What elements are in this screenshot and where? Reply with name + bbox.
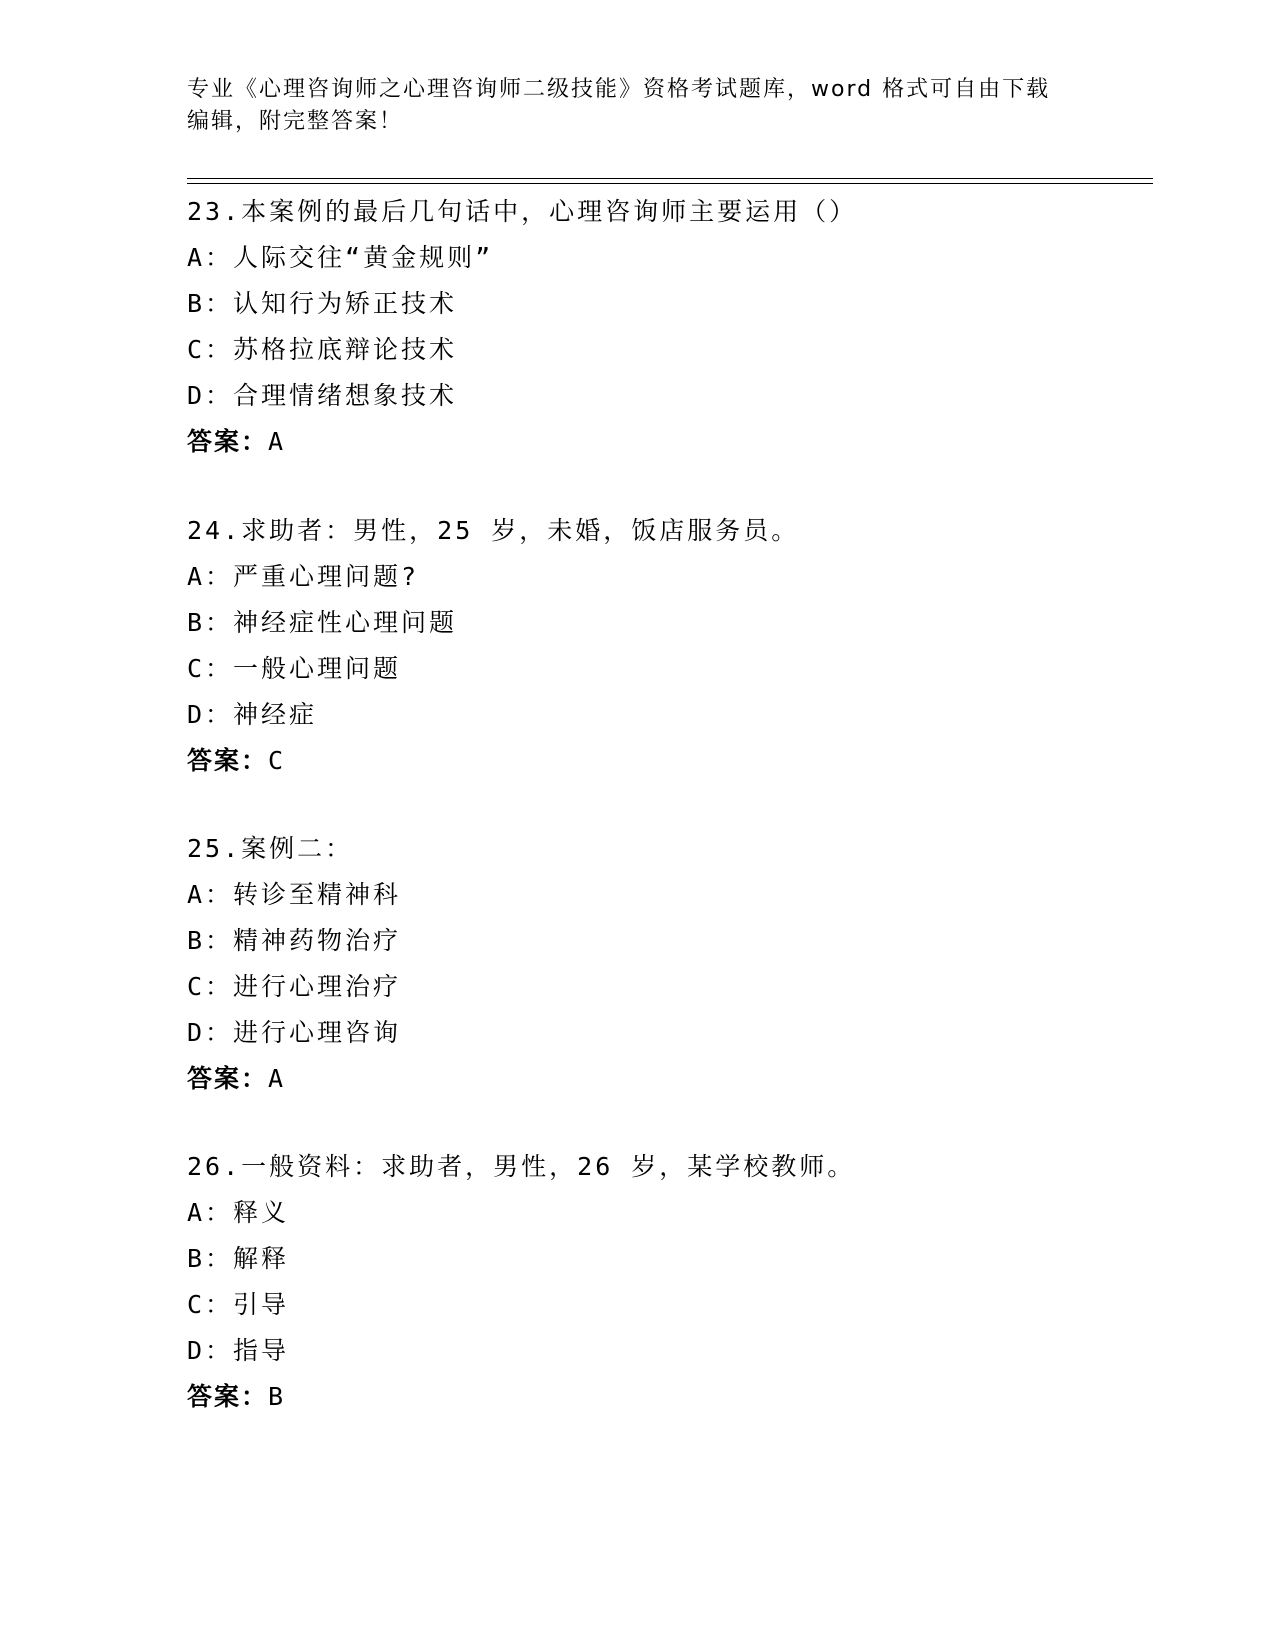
answer-value: C [268,746,286,775]
option-b: B：神经症性心理问题 [187,608,458,637]
question-block [187,197,1153,473]
answer-line [187,1382,1153,1428]
option-c: C：一般心理问题 [187,654,402,683]
header-line-1: 专业《心理咨询师之心理咨询师二级技能》资格考试题库，word 格式可自由下载 [187,77,1051,102]
question-block [187,834,1153,1110]
option-a: A：严重心理问题? [187,562,420,591]
option-a: A：释义 [187,1198,290,1227]
option-b: B：认知行为矫正技术 [187,289,458,318]
question-stem: 26.一般资料：求助者，男性，26 岁，某学校教师。 [187,1152,856,1181]
document-header [187,74,1087,138]
answer-value: B [268,1382,286,1411]
option-d: D：合理情绪想象技术 [187,381,458,410]
header-line-2: 编辑，附完整答案！ [187,109,404,134]
answer-label: 答案： [187,1064,269,1093]
answer-label: 答案： [187,1382,269,1411]
question-stem: 24.求助者：男性，25 岁，未婚，饭店服务员。 [187,516,800,545]
answer-line [187,746,1153,792]
option-c: C：引导 [187,1290,290,1319]
answer-value: A [268,427,286,456]
option-b: B：解释 [187,1244,290,1273]
option-b: B：精神药物治疗 [187,926,402,955]
question-stem: 25.案例二： [187,834,354,863]
option-d: D：神经症 [187,700,318,729]
answer-line [187,427,1153,473]
answer-line [187,1064,1153,1110]
header-divider-top [187,178,1153,179]
option-d: D：进行心理咨询 [187,1018,402,1047]
question-stem: 23.本案例的最后几句话中，心理咨询师主要运用（） [187,197,858,226]
header-divider-bottom [187,183,1153,184]
option-d: D：指导 [187,1336,290,1365]
option-c: C：苏格拉底辩论技术 [187,335,458,364]
option-c: C：进行心理治疗 [187,972,402,1001]
option-a: A：转诊至精神科 [187,880,402,909]
question-block [187,516,1153,792]
answer-value: A [268,1064,286,1093]
question-block [187,1152,1153,1428]
answer-label: 答案： [187,746,269,775]
answer-label: 答案： [187,427,269,456]
option-a: A：人际交往“黄金规则” [187,243,494,272]
